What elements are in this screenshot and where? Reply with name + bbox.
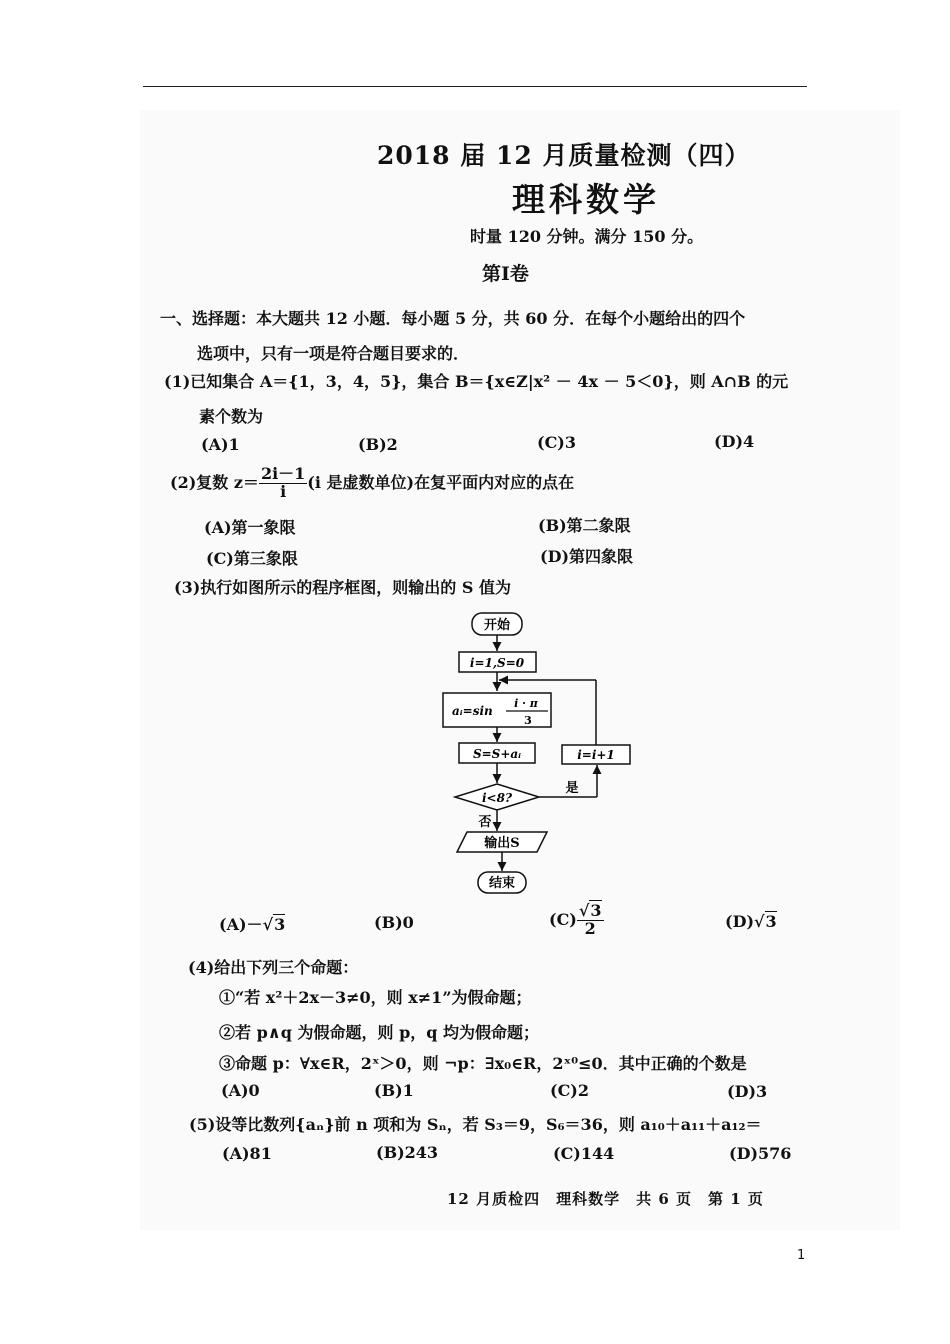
- header-rule: [143, 86, 807, 87]
- flow-increment-label: i=i+1: [577, 748, 615, 762]
- q4-option-a: (A)0: [221, 1081, 260, 1100]
- flowchart: [430, 605, 660, 900]
- flow-output-label: 输出S: [484, 836, 520, 851]
- page-number: 1: [797, 1248, 806, 1263]
- flow-condition-label: i<8?: [482, 791, 512, 805]
- q1-option-a: (A)1: [201, 435, 240, 454]
- q2-option-d: (D)第四象限: [540, 547, 634, 566]
- q4-proposition-3: ③命题 p：∀x∈R，2ˣ＞0，则 ¬p：∃x₀∈R，2ˣ⁰≤0．其中正确的个数是: [219, 1054, 747, 1073]
- q3-option-c-prefix: (C): [549, 909, 577, 929]
- q3-option-c-den: 2: [584, 918, 596, 938]
- flow-end-label: 结束: [488, 876, 516, 891]
- q1-stem-line1: (1)已知集合 A＝{1，3，4，5}，集合 B＝{x∈Z|x² － 4x － 5＜0}，则 A∩B 的元: [164, 372, 789, 391]
- q3-option-b: (B)0: [374, 913, 414, 932]
- q5-option-a: (A)81: [222, 1144, 272, 1163]
- q3-stem: (3)执行如图所示的程序框图，则输出的 S 值为: [174, 578, 511, 597]
- flow-assign-num: i · π: [514, 697, 538, 710]
- q4-option-b: (B)1: [374, 1081, 414, 1100]
- q4-proposition-1: ①“若 x²＋2x－3≠0，则 x≠1”为假命题；: [219, 988, 532, 1007]
- flow-start-label: 开始: [483, 618, 511, 633]
- section-heading-line2: 选项中，只有一项是符合题目要求的．: [197, 344, 470, 363]
- q4-option-c: (C)2: [550, 1081, 590, 1100]
- time-info: 时量 120 分钟。满分 150 分。: [470, 227, 704, 246]
- q2-option-b: (B)第二象限: [538, 516, 631, 535]
- q3-option-c-fraction: [577, 903, 604, 938]
- q4-stem: (4)给出下列三个命题：: [188, 958, 359, 977]
- flow-init-label: i=1,S=0: [469, 656, 525, 670]
- q2-option-c: (C)第三象限: [206, 549, 298, 568]
- q4-option-d: (D)3: [727, 1082, 768, 1101]
- q5-option-c: (C)144: [553, 1144, 615, 1163]
- exam-subject: 理科数学: [512, 180, 660, 219]
- q2-fraction: [259, 466, 307, 501]
- q3-option-a-rad: 3: [274, 915, 286, 934]
- flow-no-label: 否: [478, 815, 492, 830]
- q1-option-d: (D)4: [714, 432, 755, 451]
- q1-option-c: (C)3: [537, 433, 577, 452]
- q3-option-d: (D)√3: [725, 912, 777, 931]
- flow-accumulate-label: S=S+aᵢ: [472, 747, 522, 761]
- q2-prefix: (2)复数 z＝: [170, 472, 259, 492]
- q4-proposition-2: ②若 p∧q 为假命题，则 p，q 均为假命题；: [219, 1023, 540, 1042]
- section-heading-line1: 一、选择题：本大题共 12 小题．每小题 5 分，共 60 分．在每个小题给出的四个: [160, 309, 746, 328]
- page-footer: 12 月质检四 理科数学 共 6 页 第 1 页: [447, 1190, 764, 1208]
- q1-option-b: (B)2: [358, 435, 398, 454]
- q3-option-c-num: √3: [578, 901, 602, 920]
- q3-option-c: [549, 903, 604, 938]
- q3-option-d-rad: 3: [765, 912, 777, 931]
- q1-stem-line2: 素个数为: [199, 407, 264, 426]
- q2-option-a: (A)第一象限: [204, 518, 296, 537]
- q2-frac-den: i: [280, 481, 287, 501]
- q2-suffix: (i 是虚数单位)在复平面内对应的点在: [307, 472, 575, 492]
- q2-frac-num: 2i－1: [260, 464, 306, 483]
- exam-title: 2018 届 12 月质量检测（四）: [377, 141, 751, 170]
- q5-stem: (5)设等比数列{aₙ}前 n 项和为 Sₙ，若 S₃＝9，S₆＝36，则 a₁₀＋a₁₁＋a₁₂＝: [189, 1115, 762, 1134]
- q3-option-a: (A)－√3: [219, 915, 286, 934]
- flow-assign-prefix: aᵢ=sin: [452, 704, 493, 718]
- q3-option-a-prefix: (A)－: [219, 915, 263, 934]
- q5-option-d: (D)576: [729, 1144, 792, 1163]
- q3-option-d-prefix: (D): [725, 912, 755, 931]
- flow-assign-den: 3: [524, 714, 532, 727]
- q2-stem: [170, 466, 574, 501]
- flow-yes-label: 是: [565, 781, 579, 796]
- q5-option-b: (B)243: [376, 1143, 439, 1162]
- volume-label: 第Ⅰ卷: [482, 263, 529, 285]
